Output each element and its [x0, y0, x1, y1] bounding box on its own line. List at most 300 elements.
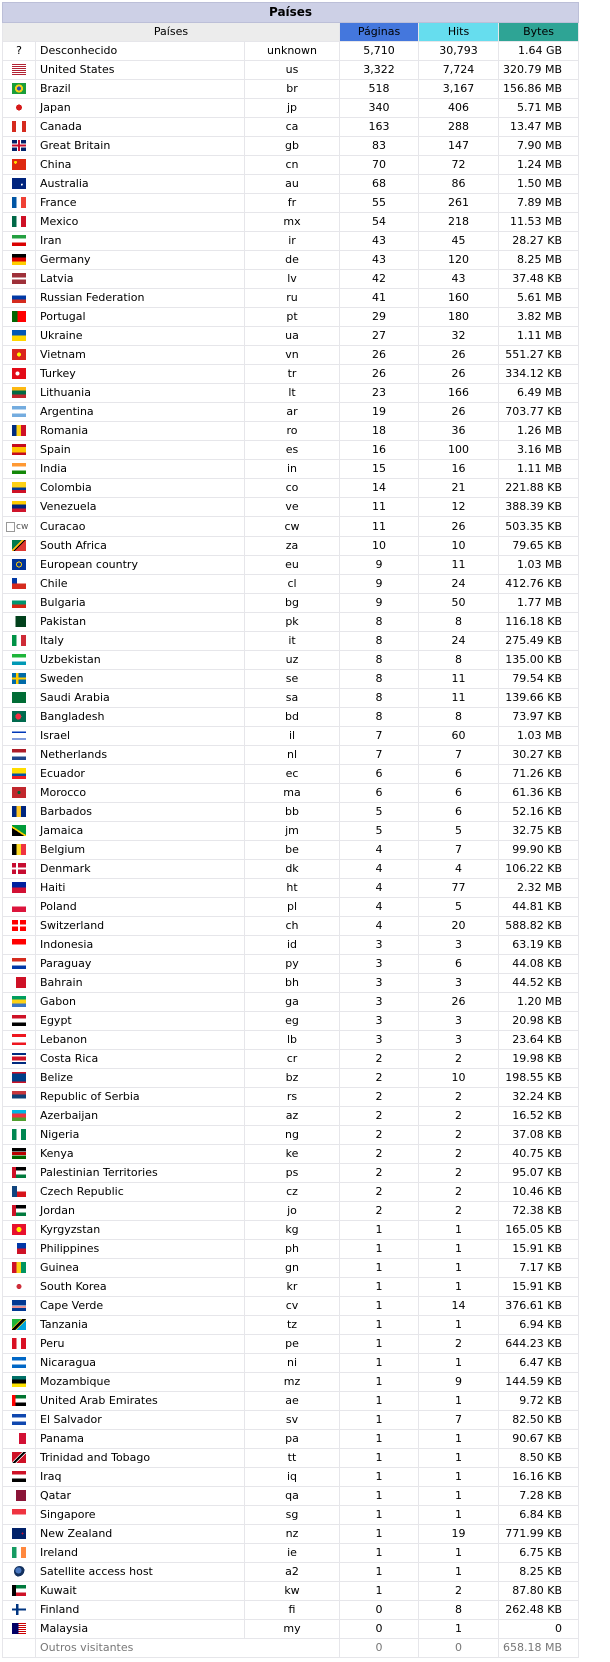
- flag-cell: [3, 708, 36, 727]
- flag-cell: [3, 803, 36, 822]
- country-code: lt: [245, 384, 340, 403]
- flag-cell: [3, 1259, 36, 1278]
- hits-value: 7: [419, 841, 499, 860]
- table-row: [3, 746, 579, 765]
- table-row: [3, 1031, 579, 1050]
- cn-flag-icon: [12, 159, 26, 170]
- globe-icon: [14, 1566, 25, 1577]
- country-name: Belgium: [36, 841, 245, 860]
- hits-value: 3: [419, 1012, 499, 1031]
- country-code: gn: [245, 1259, 340, 1278]
- hits-value: 7: [419, 746, 499, 765]
- hits-value: 8: [419, 651, 499, 670]
- flag-cell: [3, 1316, 36, 1335]
- country-name: Kenya: [36, 1145, 245, 1164]
- country-name: Azerbaijan: [36, 1107, 245, 1126]
- pages-value: 1: [340, 1297, 419, 1316]
- country-code: ph: [245, 1240, 340, 1259]
- table-row: [3, 156, 579, 175]
- country-name: Peru: [36, 1335, 245, 1354]
- country-code: vn: [245, 346, 340, 365]
- hits-value: 20: [419, 917, 499, 936]
- iq-flag-icon: [12, 1471, 26, 1482]
- pages-value: 8: [340, 651, 419, 670]
- country-code: sv: [245, 1411, 340, 1430]
- bytes-value: 3.82 MB: [499, 308, 579, 327]
- bytes-value: 6.84 KB: [499, 1506, 579, 1525]
- country-code: it: [245, 632, 340, 651]
- table-row: [3, 1449, 579, 1468]
- country-code: dk: [245, 860, 340, 879]
- table-row: [3, 1544, 579, 1563]
- bytes-value: 28.27 KB: [499, 232, 579, 251]
- bytes-value: 503.35 KB: [499, 517, 579, 537]
- flag-cell: [3, 689, 36, 708]
- eg-flag-icon: [12, 1015, 26, 1026]
- bytes-value: 3.16 MB: [499, 441, 579, 460]
- flag-cell: [3, 118, 36, 137]
- bytes-value: 11.53 MB: [499, 213, 579, 232]
- bytes-value: 1.77 MB: [499, 594, 579, 613]
- hits-value: 1: [419, 1259, 499, 1278]
- hits-value: 36: [419, 422, 499, 441]
- hits-value: 24: [419, 575, 499, 594]
- bb-flag-icon: [12, 806, 26, 817]
- flag-cell: [3, 308, 36, 327]
- sg-flag-icon: [12, 1509, 26, 1520]
- country-code: gb: [245, 137, 340, 156]
- country-code: se: [245, 670, 340, 689]
- country-code: de: [245, 251, 340, 270]
- bytes-value: 139.66 KB: [499, 689, 579, 708]
- gn-flag-icon: [12, 1262, 26, 1273]
- hits-value: 1: [419, 1468, 499, 1487]
- country-code: ni: [245, 1354, 340, 1373]
- country-code: sa: [245, 689, 340, 708]
- table-row: [3, 384, 579, 403]
- bytes-value: 30.27 KB: [499, 746, 579, 765]
- table-row: [3, 727, 579, 746]
- pages-value: 11: [340, 498, 419, 517]
- bytes-value: 0: [499, 1620, 579, 1639]
- flag-cell: [3, 1601, 36, 1620]
- country-code: ht: [245, 879, 340, 898]
- country-name: Great Britain: [36, 137, 245, 156]
- bytes-value: 2.32 MB: [499, 879, 579, 898]
- hits-value: 3,167: [419, 80, 499, 99]
- country-code: us: [245, 61, 340, 80]
- table-row: [3, 118, 579, 137]
- country-name: Guinea: [36, 1259, 245, 1278]
- table-row: [3, 289, 579, 308]
- pages-value: 1: [340, 1259, 419, 1278]
- bytes-value: 40.75 KB: [499, 1145, 579, 1164]
- bytes-value: 1.03 MB: [499, 556, 579, 575]
- hits-value: 7,724: [419, 61, 499, 80]
- header-bytes: Bytes: [499, 23, 579, 42]
- hits-value: 1: [419, 1316, 499, 1335]
- pages-value: 2: [340, 1183, 419, 1202]
- country-name: Spain: [36, 441, 245, 460]
- country-name: Brazil: [36, 80, 245, 99]
- py-flag-icon: [12, 958, 26, 969]
- flag-cell: [3, 1050, 36, 1069]
- pages-value: 2: [340, 1145, 419, 1164]
- pages-value: 7: [340, 727, 419, 746]
- pages-value: 0: [340, 1601, 419, 1620]
- country-code: cl: [245, 575, 340, 594]
- pages-value: 9: [340, 575, 419, 594]
- pages-value: 4: [340, 917, 419, 936]
- ph-flag-icon: [12, 1243, 26, 1254]
- country-name: Panama: [36, 1430, 245, 1449]
- flag-cell: [3, 346, 36, 365]
- pages-value: 2: [340, 1088, 419, 1107]
- country-code: ie: [245, 1544, 340, 1563]
- table-row: [3, 1259, 579, 1278]
- broken-image-alt: cw: [16, 522, 29, 532]
- cr-flag-icon: [12, 1053, 26, 1064]
- country-code: uz: [245, 651, 340, 670]
- table-row: [3, 1069, 579, 1088]
- bytes-value: 1.64 GB: [499, 42, 579, 61]
- country-name: Saudi Arabia: [36, 689, 245, 708]
- others-row: [3, 1639, 579, 1658]
- bytes-value: 1.24 MB: [499, 156, 579, 175]
- pages-value: 2: [340, 1202, 419, 1221]
- pages-value: 43: [340, 232, 419, 251]
- ga-flag-icon: [12, 996, 26, 1007]
- pages-value: 1: [340, 1449, 419, 1468]
- dk-flag-icon: [12, 863, 26, 874]
- flag-cell: [3, 1069, 36, 1088]
- flag-cell: [3, 613, 36, 632]
- table-row: [3, 1354, 579, 1373]
- flag-cell: [3, 384, 36, 403]
- bytes-value: 8.50 KB: [499, 1449, 579, 1468]
- country-name: South Africa: [36, 537, 245, 556]
- country-code: iq: [245, 1468, 340, 1487]
- hits-value: 11: [419, 670, 499, 689]
- country-name: Barbados: [36, 803, 245, 822]
- ng-flag-icon: [12, 1129, 26, 1140]
- pages-value: 6: [340, 765, 419, 784]
- qa-flag-icon: [12, 1490, 26, 1501]
- flag-cell: [3, 1126, 36, 1145]
- flag-cell: [3, 1183, 36, 1202]
- flag-cell: [3, 213, 36, 232]
- jp-flag-icon: [12, 102, 26, 113]
- table-row: [3, 1297, 579, 1316]
- country-code: il: [245, 727, 340, 746]
- pages-value: 8: [340, 708, 419, 727]
- table-row: [3, 1468, 579, 1487]
- table-row: [3, 1088, 579, 1107]
- country-code: kw: [245, 1582, 340, 1601]
- pages-value: 1: [340, 1544, 419, 1563]
- pages-value: 70: [340, 156, 419, 175]
- gb-flag-icon: [12, 140, 26, 151]
- jm-flag-icon: [12, 825, 26, 836]
- hits-value: 2: [419, 1183, 499, 1202]
- hits-value: 261: [419, 194, 499, 213]
- countries-table: [2, 2, 579, 1658]
- ni-flag-icon: [12, 1357, 26, 1368]
- pages-value: 68: [340, 175, 419, 194]
- table-row: [3, 251, 579, 270]
- flag-cell: [3, 156, 36, 175]
- broken-image-icon: [3, 518, 28, 536]
- hits-value: 77: [419, 879, 499, 898]
- country-code: tz: [245, 1316, 340, 1335]
- bytes-value: 8.25 MB: [499, 251, 579, 270]
- bytes-value: 116.18 KB: [499, 613, 579, 632]
- country-name: Cape Verde: [36, 1297, 245, 1316]
- hits-value: 10: [419, 1069, 499, 1088]
- flag-cell: [3, 232, 36, 251]
- country-name: France: [36, 194, 245, 213]
- flag-cell: [3, 99, 36, 118]
- others-label: Outros visitantes: [36, 1639, 340, 1658]
- country-name: Trinidad and Tobago: [36, 1449, 245, 1468]
- table-row: [3, 213, 579, 232]
- ke-flag-icon: [12, 1148, 26, 1159]
- table-row: [3, 1278, 579, 1297]
- bytes-value: 13.47 MB: [499, 118, 579, 137]
- pe-flag-icon: [12, 1338, 26, 1349]
- bytes-value: 1.11 MB: [499, 327, 579, 346]
- flag-cell: [3, 498, 36, 517]
- bytes-value: 82.50 KB: [499, 1411, 579, 1430]
- flag-cell: [3, 746, 36, 765]
- country-code: in: [245, 460, 340, 479]
- pages-value: 1: [340, 1392, 419, 1411]
- country-code: jo: [245, 1202, 340, 1221]
- flag-cell: [3, 993, 36, 1012]
- pages-value: 1: [340, 1373, 419, 1392]
- table-row: [3, 936, 579, 955]
- country-name: Egypt: [36, 1012, 245, 1031]
- bytes-value: 7.90 MB: [499, 137, 579, 156]
- pages-value: 1: [340, 1221, 419, 1240]
- sv-flag-icon: [12, 1414, 26, 1425]
- country-name: Belize: [36, 1069, 245, 1088]
- bytes-value: 703.77 KB: [499, 403, 579, 422]
- bytes-value: 5.61 MB: [499, 289, 579, 308]
- hits-value: 26: [419, 346, 499, 365]
- header-countries: Países: [3, 23, 340, 42]
- country-code: co: [245, 479, 340, 498]
- bytes-value: 61.36 KB: [499, 784, 579, 803]
- country-code: lv: [245, 270, 340, 289]
- country-name: Vietnam: [36, 346, 245, 365]
- table-row: [3, 1411, 579, 1430]
- bytes-value: 8.25 KB: [499, 1563, 579, 1582]
- pages-value: 29: [340, 308, 419, 327]
- country-name: Kyrgyzstan: [36, 1221, 245, 1240]
- country-name: El Salvador: [36, 1411, 245, 1430]
- au-flag-icon: [12, 178, 26, 189]
- lb-flag-icon: [12, 1034, 26, 1045]
- country-name: Japan: [36, 99, 245, 118]
- flag-cell: [3, 1031, 36, 1050]
- country-code: cz: [245, 1183, 340, 1202]
- pk-flag-icon: [12, 616, 26, 627]
- header-hits: Hits: [419, 23, 499, 42]
- country-code: cn: [245, 156, 340, 175]
- table-row: [3, 1240, 579, 1259]
- pages-value: 1: [340, 1430, 419, 1449]
- pt-flag-icon: [12, 311, 26, 322]
- table-row: [3, 1525, 579, 1544]
- country-name: Nicaragua: [36, 1354, 245, 1373]
- pages-value: 3: [340, 936, 419, 955]
- bytes-value: 221.88 KB: [499, 479, 579, 498]
- bytes-value: 1.11 MB: [499, 460, 579, 479]
- flag-cell: [3, 251, 36, 270]
- hits-value: 147: [419, 137, 499, 156]
- bytes-value: 5.71 MB: [499, 99, 579, 118]
- bytes-value: 644.23 KB: [499, 1335, 579, 1354]
- hits-value: 218: [419, 213, 499, 232]
- country-name: Poland: [36, 898, 245, 917]
- table-row: [3, 327, 579, 346]
- flag-cell: [3, 1373, 36, 1392]
- flag-cell: [3, 327, 36, 346]
- lt-flag-icon: [12, 387, 26, 398]
- country-name: United States: [36, 61, 245, 80]
- country-code: ir: [245, 232, 340, 251]
- country-code: pe: [245, 1335, 340, 1354]
- jo-flag-icon: [12, 1205, 26, 1216]
- table-row: [3, 194, 579, 213]
- in-flag-icon: [12, 463, 26, 474]
- country-code: pk: [245, 613, 340, 632]
- country-code: ve: [245, 498, 340, 517]
- country-code: bb: [245, 803, 340, 822]
- flag-cell: [3, 1506, 36, 1525]
- pages-value: 16: [340, 441, 419, 460]
- flag-cell: [3, 289, 36, 308]
- hits-value: 2: [419, 1164, 499, 1183]
- country-code: ps: [245, 1164, 340, 1183]
- country-name: Denmark: [36, 860, 245, 879]
- pages-value: 4: [340, 898, 419, 917]
- bytes-value: 44.81 KB: [499, 898, 579, 917]
- country-code: tt: [245, 1449, 340, 1468]
- country-name: Sweden: [36, 670, 245, 689]
- flag-cell: [3, 1487, 36, 1506]
- table-row: [3, 270, 579, 289]
- bytes-value: 99.90 KB: [499, 841, 579, 860]
- pages-value: 41: [340, 289, 419, 308]
- il-flag-icon: [12, 730, 26, 741]
- country-name: Singapore: [36, 1506, 245, 1525]
- bytes-value: 15.91 KB: [499, 1240, 579, 1259]
- country-name: Pakistan: [36, 613, 245, 632]
- ec-flag-icon: [12, 768, 26, 779]
- bytes-value: 6.94 KB: [499, 1316, 579, 1335]
- country-name: Bahrain: [36, 974, 245, 993]
- bytes-value: 6.47 KB: [499, 1354, 579, 1373]
- table-row: [3, 1563, 579, 1582]
- mx-flag-icon: [12, 216, 26, 227]
- hits-value: 1: [419, 1563, 499, 1582]
- hits-value: 1: [419, 1506, 499, 1525]
- country-code: au: [245, 175, 340, 194]
- pages-value: 8: [340, 632, 419, 651]
- table-row: [3, 1107, 579, 1126]
- pages-value: 1: [340, 1563, 419, 1582]
- country-name: Ireland: [36, 1544, 245, 1563]
- flag-cell: [3, 898, 36, 917]
- bytes-value: 275.49 KB: [499, 632, 579, 651]
- country-name: Palestinian Territories: [36, 1164, 245, 1183]
- country-code: rs: [245, 1088, 340, 1107]
- bytes-value: 551.27 KB: [499, 346, 579, 365]
- az-flag-icon: [12, 1110, 26, 1121]
- hits-value: 9: [419, 1373, 499, 1392]
- country-code: ar: [245, 403, 340, 422]
- country-code: eu: [245, 556, 340, 575]
- table-row: [3, 80, 579, 99]
- flag-cell: [3, 1240, 36, 1259]
- bytes-value: 135.00 KB: [499, 651, 579, 670]
- flag-cell: [3, 194, 36, 213]
- pages-value: 2: [340, 1164, 419, 1183]
- bytes-value: 71.26 KB: [499, 765, 579, 784]
- ae-flag-icon: [12, 1395, 26, 1406]
- country-name: Morocco: [36, 784, 245, 803]
- country-code: ca: [245, 118, 340, 137]
- flag-cell: [3, 1449, 36, 1468]
- flag-cell: [3, 1012, 36, 1031]
- flag-cell: [3, 1639, 36, 1658]
- bytes-value: 16.52 KB: [499, 1107, 579, 1126]
- ie-flag-icon: [12, 1547, 26, 1558]
- cz-flag-icon: [12, 1186, 26, 1197]
- flag-cell: [3, 556, 36, 575]
- flag-cell: [3, 175, 36, 194]
- bytes-value: 262.48 KB: [499, 1601, 579, 1620]
- country-name: Haiti: [36, 879, 245, 898]
- table-row: [3, 537, 579, 556]
- country-code: id: [245, 936, 340, 955]
- table-row: [3, 365, 579, 384]
- hits-value: 8: [419, 708, 499, 727]
- hits-value: 43: [419, 270, 499, 289]
- table-row: [3, 803, 579, 822]
- table-row: [3, 1202, 579, 1221]
- country-code: nz: [245, 1525, 340, 1544]
- country-name: Kuwait: [36, 1582, 245, 1601]
- pages-value: 3: [340, 1012, 419, 1031]
- hits-value: 6: [419, 765, 499, 784]
- bytes-value: 44.08 KB: [499, 955, 579, 974]
- hits-value: 2: [419, 1050, 499, 1069]
- hits-value: 1: [419, 1620, 499, 1639]
- table-row: [3, 1221, 579, 1240]
- country-name: Bangladesh: [36, 708, 245, 727]
- country-name: Desconhecido: [36, 42, 245, 61]
- pages-value: 2: [340, 1126, 419, 1145]
- pages-value: 55: [340, 194, 419, 213]
- table-row: [3, 479, 579, 498]
- table-row: [3, 1164, 579, 1183]
- table-row: [3, 784, 579, 803]
- hits-value: 50: [419, 594, 499, 613]
- hits-value: 3: [419, 936, 499, 955]
